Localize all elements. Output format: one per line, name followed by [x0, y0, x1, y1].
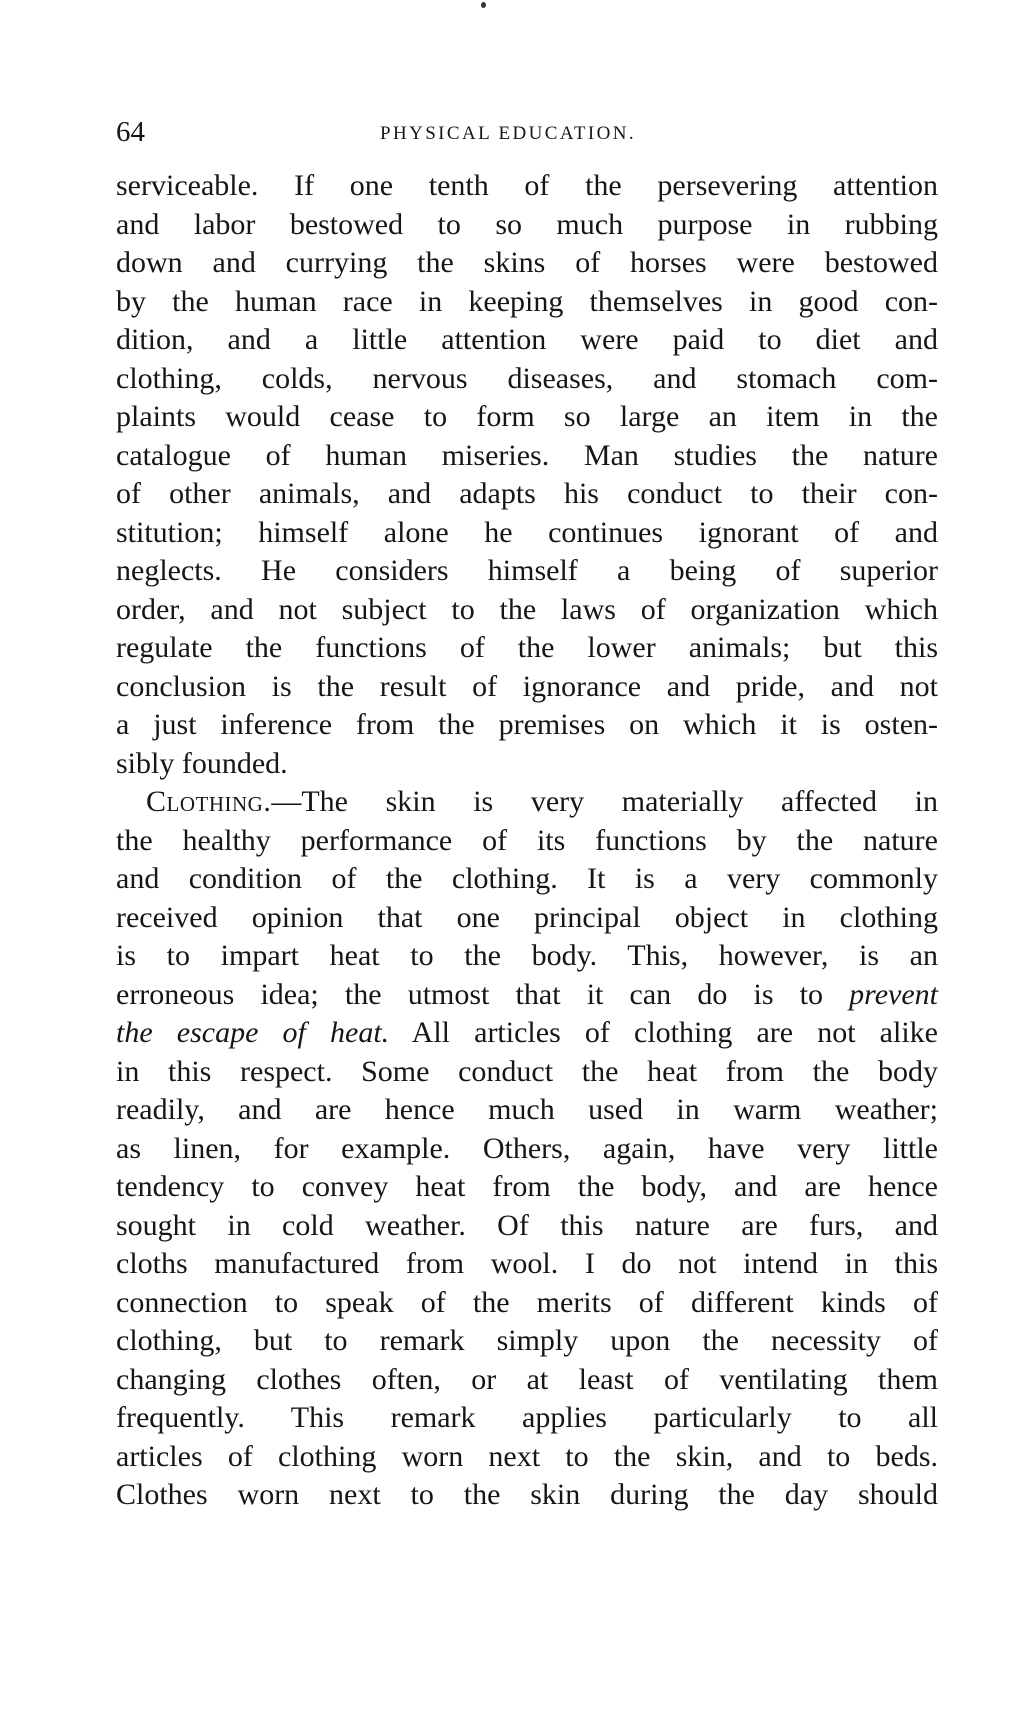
text-line: a just inference from the premises on which it is osten- [116, 708, 938, 741]
text-line: serviceable. If one tenth of the persevering attention [116, 169, 938, 202]
text-line: of other animals, and adapts his conduct to their con- [116, 477, 938, 510]
text-line: the healthy performance of its functions by the nature [116, 823, 938, 857]
running-title: PHYSICAL EDUCATION. [380, 123, 637, 144]
text-line: conclusion is the result of ignorance and pride, and not [116, 669, 938, 703]
text-line: changing clothes often, or at least of ventilating them [116, 1362, 938, 1396]
text-line: by the human race in keeping themselves in good con- [116, 284, 938, 318]
text-segment: erroneous idea; the utmost that it can do is to [116, 977, 850, 1011]
text-segment: —The skin is very materially affected in [271, 785, 938, 818]
italic-emphasis: the escape of heat. [116, 1016, 390, 1049]
text-line: is to impart heat to the body. This, however, is an [116, 939, 938, 972]
text-line: in this respect. Some conduct the heat from the body [116, 1054, 938, 1088]
text-line: stitution; himself alone he continues ignorant of and [116, 515, 938, 549]
text-line: clothing, colds, nervous diseases, and stomach com- [116, 361, 938, 395]
running-head [116, 114, 936, 154]
text-line: dition, and a little attention were paid to diet and [116, 323, 938, 356]
text-line: neglects. He considers himself a being of superior [116, 554, 938, 587]
text-line: catalogue of human miseries. Man studies the nature [116, 438, 938, 472]
text-line: regulate the functions of the lower animals; but this [116, 631, 938, 664]
text-line: frequently. This remark applies particularly to all [116, 1401, 938, 1434]
text-line: as linen, for example. Others, again, have very little [116, 1131, 938, 1165]
text-line: down and currying the skins of horses were bestowed [116, 246, 938, 279]
italic-emphasis: prevent [849, 977, 938, 1011]
text-line: clothing, but to remark simply upon the necessity of [116, 1324, 938, 1357]
text-line: sought in cold weather. Of this nature are furs, and [116, 1208, 938, 1242]
text-line: received opinion that one principal object in clothing [116, 900, 938, 934]
text-line: tendency to convey heat from the body, and are hence [116, 1170, 938, 1203]
text-line: connection to speak of the merits of different kinds of [116, 1285, 938, 1319]
clothing-paragraph-first-line [116, 783, 938, 822]
page-number: 64 [116, 116, 145, 148]
text-line-paragraph-end: sibly founded. [116, 746, 288, 780]
text-line [116, 976, 938, 1015]
text-line: readily, and are hence much used in warm weather; [116, 1093, 938, 1126]
text-line: Clothes worn next to the skin during the day should [116, 1478, 938, 1511]
stray-ink-mark [481, 2, 486, 8]
section-heading-clothing: Clothing. [146, 785, 272, 818]
text-line: and labor bestowed to so much purpose in rubbing [116, 207, 938, 241]
text-line: articles of clothing worn next to the skin, and to beds. [116, 1439, 938, 1473]
body-text [116, 167, 938, 1515]
text-segment: All articles of clothing are not alike [389, 1016, 938, 1049]
text-line [116, 1014, 938, 1053]
text-line: cloths manufactured from wool. I do not intend in this [116, 1247, 938, 1280]
text-line: plaints would cease to form so large an item in the [116, 400, 938, 433]
text-line: and condition of the clothing. It is a very commonly [116, 862, 938, 895]
text-line: order, and not subject to the laws of organization which [116, 592, 938, 626]
